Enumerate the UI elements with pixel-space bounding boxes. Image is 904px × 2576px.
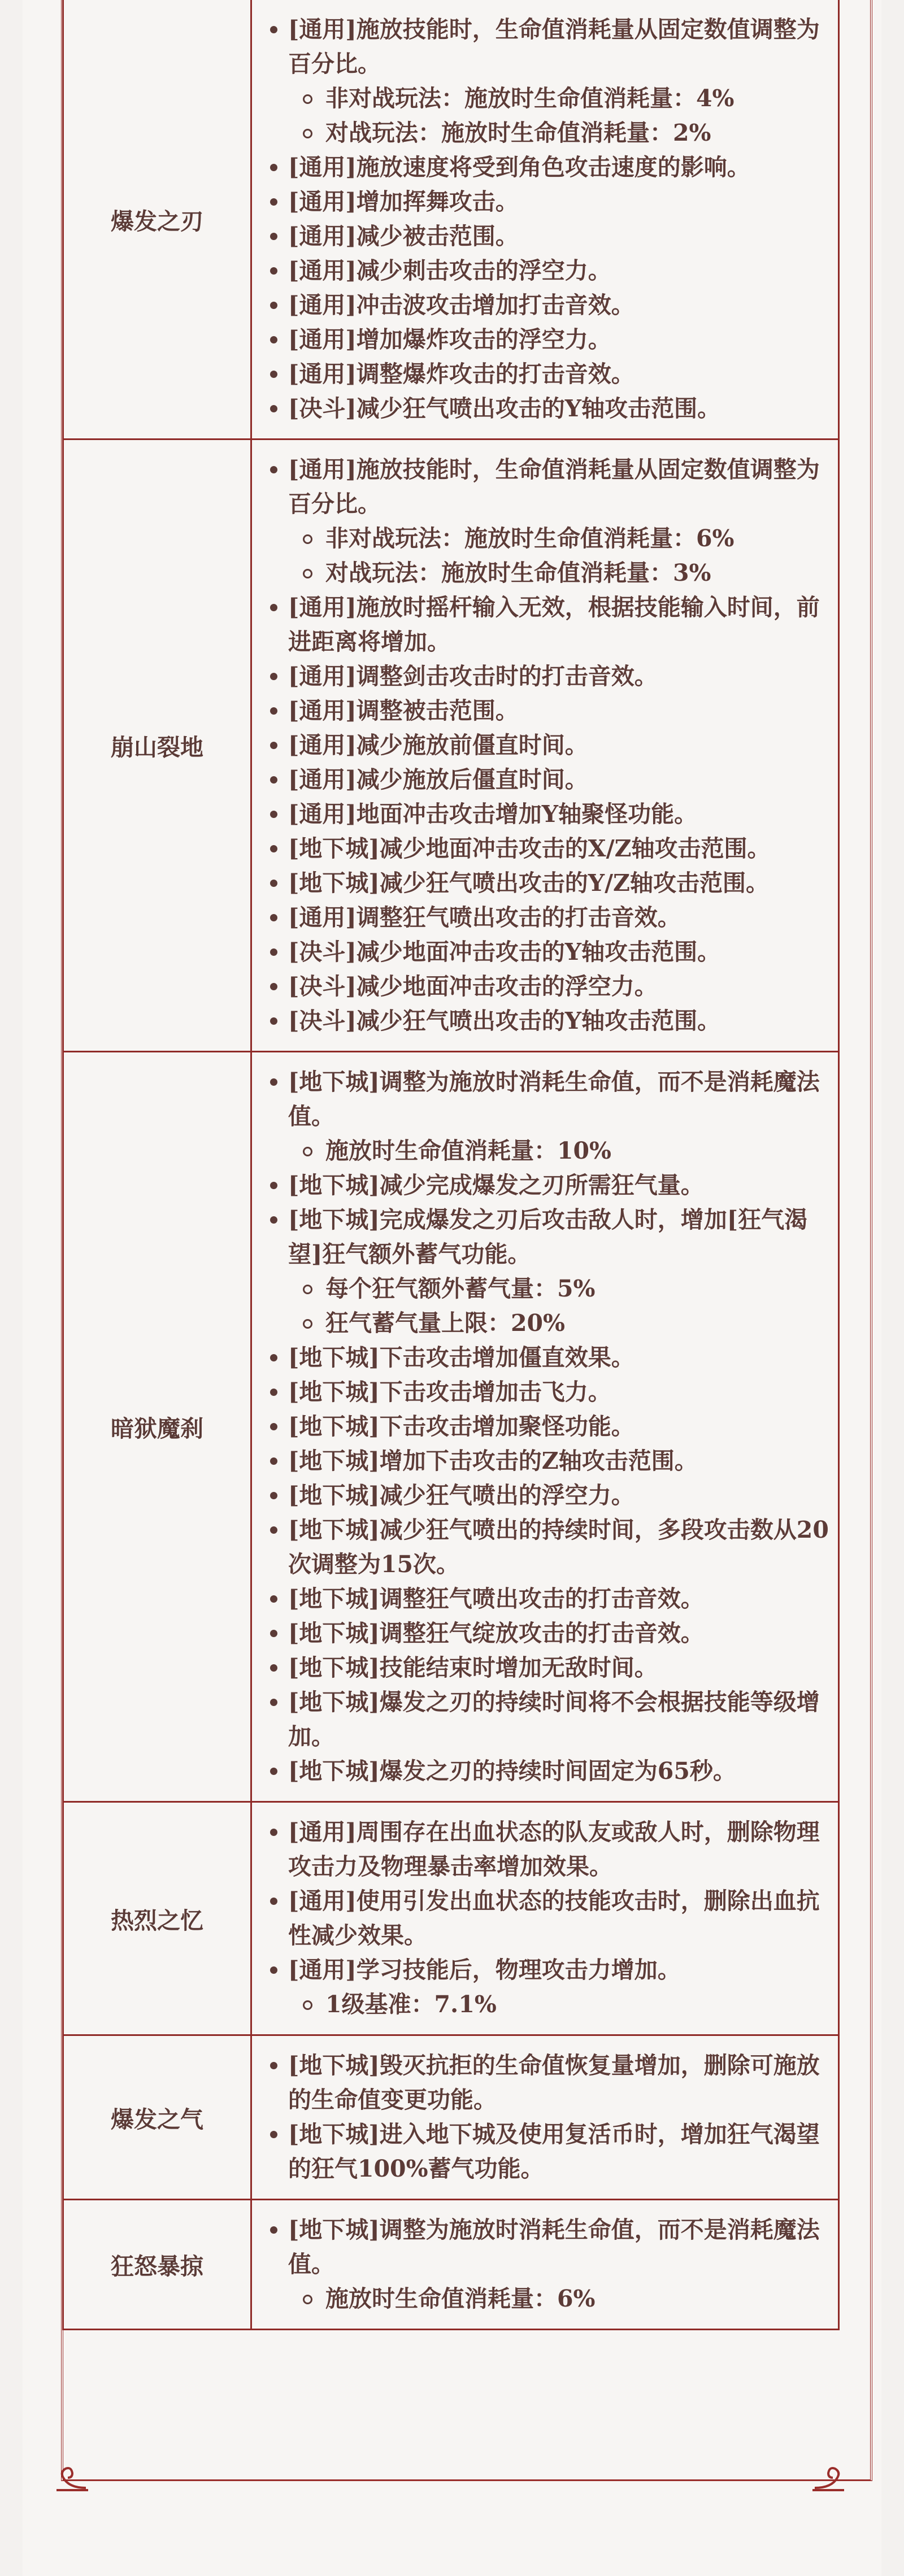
change-item: [通用]调整剑击攻击时的打击音效。 <box>268 659 830 694</box>
change-item: [地下城]减少完成爆发之刃所需狂气量。 <box>268 1168 830 1203</box>
change-item: [地下城]减少地面冲击攻击的X/Z轴攻击范围。 <box>268 832 830 866</box>
change-item: [决斗]减少地面冲击攻击的Y轴攻击范围。 <box>268 935 830 969</box>
change-item: [决斗]减少狂气喷出攻击的Y轴攻击范围。 <box>268 1004 830 1038</box>
change-list <box>268 1065 830 1789</box>
change-item: [通用]减少被击范围。 <box>268 219 830 254</box>
change-item: [通用]学习技能后，物理攻击力增加。 <box>268 1953 830 1987</box>
change-list <box>268 1815 830 2022</box>
skill-changes-cell <box>251 0 839 440</box>
change-item: [地下城]减少狂气喷出的持续时间，多段攻击数从20次调整为15次。 <box>268 1513 830 1582</box>
skill-changes-cell <box>251 2200 839 2330</box>
skill-name: 暗狱魔刹 <box>63 1052 251 1802</box>
change-item: [通用]调整狂气喷出攻击的打击音效。 <box>268 900 830 935</box>
skill-changes-table <box>62 0 840 2330</box>
change-item: [通用]使用引发出血状态的技能攻击时，删除出血抗性减少效果。 <box>268 1884 830 1953</box>
change-item: [通用]调整爆炸攻击的打击音效。 <box>268 357 830 391</box>
change-list <box>268 452 830 1038</box>
change-item: [地下城]爆发之刃的持续时间固定为65秒。 <box>268 1754 830 1789</box>
skill-name: 爆发之刃 <box>63 0 251 440</box>
change-item: [地下城]增加下击攻击的Z轴攻击范围。 <box>268 1444 830 1478</box>
skill-name: 狂怒暴掠 <box>63 2200 251 2330</box>
skill-name: 热烈之忆 <box>63 1802 251 2035</box>
change-item: [地下城]完成爆发之刃后攻击敌人时，增加[狂气渴望]狂气额外蓄气功能。 <box>268 1203 830 1272</box>
change-item: [地下城]减少狂气喷出攻击的Y/Z轴攻击范围。 <box>268 866 830 900</box>
change-item: [决斗]减少地面冲击攻击的浮空力。 <box>268 969 830 1004</box>
change-item: [决斗]减少狂气喷出攻击的Y轴攻击范围。 <box>268 391 830 426</box>
change-item: [通用]施放速度将受到角色攻击速度的影响。 <box>268 150 830 185</box>
change-sub-item: 对战玩法：施放时生命值消耗量：2% <box>268 116 830 150</box>
change-item: [地下城]减少狂气喷出的浮空力。 <box>268 1478 830 1513</box>
change-list <box>268 2048 830 2186</box>
change-sub-item: 每个狂气额外蓄气量：5% <box>268 1272 830 1306</box>
change-item: [地下城]技能结束时增加无敌时间。 <box>268 1651 830 1685</box>
change-item: [通用]增加挥舞攻击。 <box>268 185 830 219</box>
skill-changes-cell <box>251 2035 839 2200</box>
change-sub-item: 非对战玩法：施放时生命值消耗量：6% <box>268 521 830 556</box>
change-item: [地下城]爆发之刃的持续时间将不会根据技能等级增加。 <box>268 1685 830 1754</box>
change-item: [通用]调整被击范围。 <box>268 694 830 728</box>
change-item: [通用]施放时摇杆输入无效，根据技能输入时间，前进距离将增加。 <box>268 590 830 659</box>
change-list <box>268 12 830 426</box>
change-item: [地下城]毁灭抗拒的生命值恢复量增加，删除可施放的生命值变更功能。 <box>268 2048 830 2117</box>
skill-name: 崩山裂地 <box>63 440 251 1052</box>
change-item: [通用]施放技能时，生命值消耗量从固定数值调整为百分比。 <box>268 452 830 521</box>
table-row <box>63 1052 839 1802</box>
change-sub-item: 狂气蓄气量上限：20% <box>268 1306 830 1341</box>
change-sub-item: 1级基准：7.1% <box>268 1987 830 2022</box>
change-item: [地下城]调整狂气绽放攻击的打击音效。 <box>268 1616 830 1651</box>
change-item: [通用]减少施放前僵直时间。 <box>268 728 830 763</box>
table-row <box>63 1802 839 2035</box>
change-sub-item: 对战玩法：施放时生命值消耗量：3% <box>268 556 830 590</box>
change-item: [地下城]下击攻击增加击飞力。 <box>268 1375 830 1409</box>
change-sub-item: 施放时生命值消耗量：6% <box>268 2282 830 2316</box>
change-item: [地下城]调整为施放时消耗生命值，而不是消耗魔法值。 <box>268 2213 830 2282</box>
corner-ornament-right-icon <box>809 2455 849 2495</box>
table-row <box>63 0 839 440</box>
change-item: [通用]冲击波攻击增加打击音效。 <box>268 288 830 323</box>
change-item: [地下城]进入地下城及使用复活币时，增加狂气渴望的狂气100%蓄气功能。 <box>268 2117 830 2186</box>
skill-changes-cell <box>251 1802 839 2035</box>
change-item: [通用]增加爆炸攻击的浮空力。 <box>268 323 830 357</box>
change-item: [地下城]调整为施放时消耗生命值，而不是消耗魔法值。 <box>268 1065 830 1134</box>
skill-name: 爆发之气 <box>63 2035 251 2200</box>
change-item: [通用]周围存在出血状态的队友或敌人时，删除物理攻击力及物理暴击率增加效果。 <box>268 1815 830 1884</box>
change-item: [地下城]下击攻击增加聚怪功能。 <box>268 1409 830 1444</box>
table-row <box>63 440 839 1052</box>
change-item: [地下城]下击攻击增加僵直效果。 <box>268 1341 830 1375</box>
change-sub-item: 非对战玩法：施放时生命值消耗量：4% <box>268 81 830 116</box>
change-item: [通用]地面冲击攻击增加Y轴聚怪功能。 <box>268 797 830 832</box>
change-sub-item: 施放时生命值消耗量：10% <box>268 1134 830 1168</box>
change-item: [地下城]调整狂气喷出攻击的打击音效。 <box>268 1582 830 1616</box>
table-row <box>63 2035 839 2200</box>
change-item: [通用]施放技能时，生命值消耗量从固定数值调整为百分比。 <box>268 12 830 81</box>
change-item: [通用]减少刺击攻击的浮空力。 <box>268 254 830 288</box>
change-item: [通用]减少施放后僵直时间。 <box>268 763 830 797</box>
skill-changes-cell <box>251 1052 839 1802</box>
change-list <box>268 2213 830 2316</box>
table-row <box>63 2200 839 2330</box>
corner-ornament-left-icon <box>52 2455 92 2495</box>
skill-changes-cell <box>251 440 839 1052</box>
